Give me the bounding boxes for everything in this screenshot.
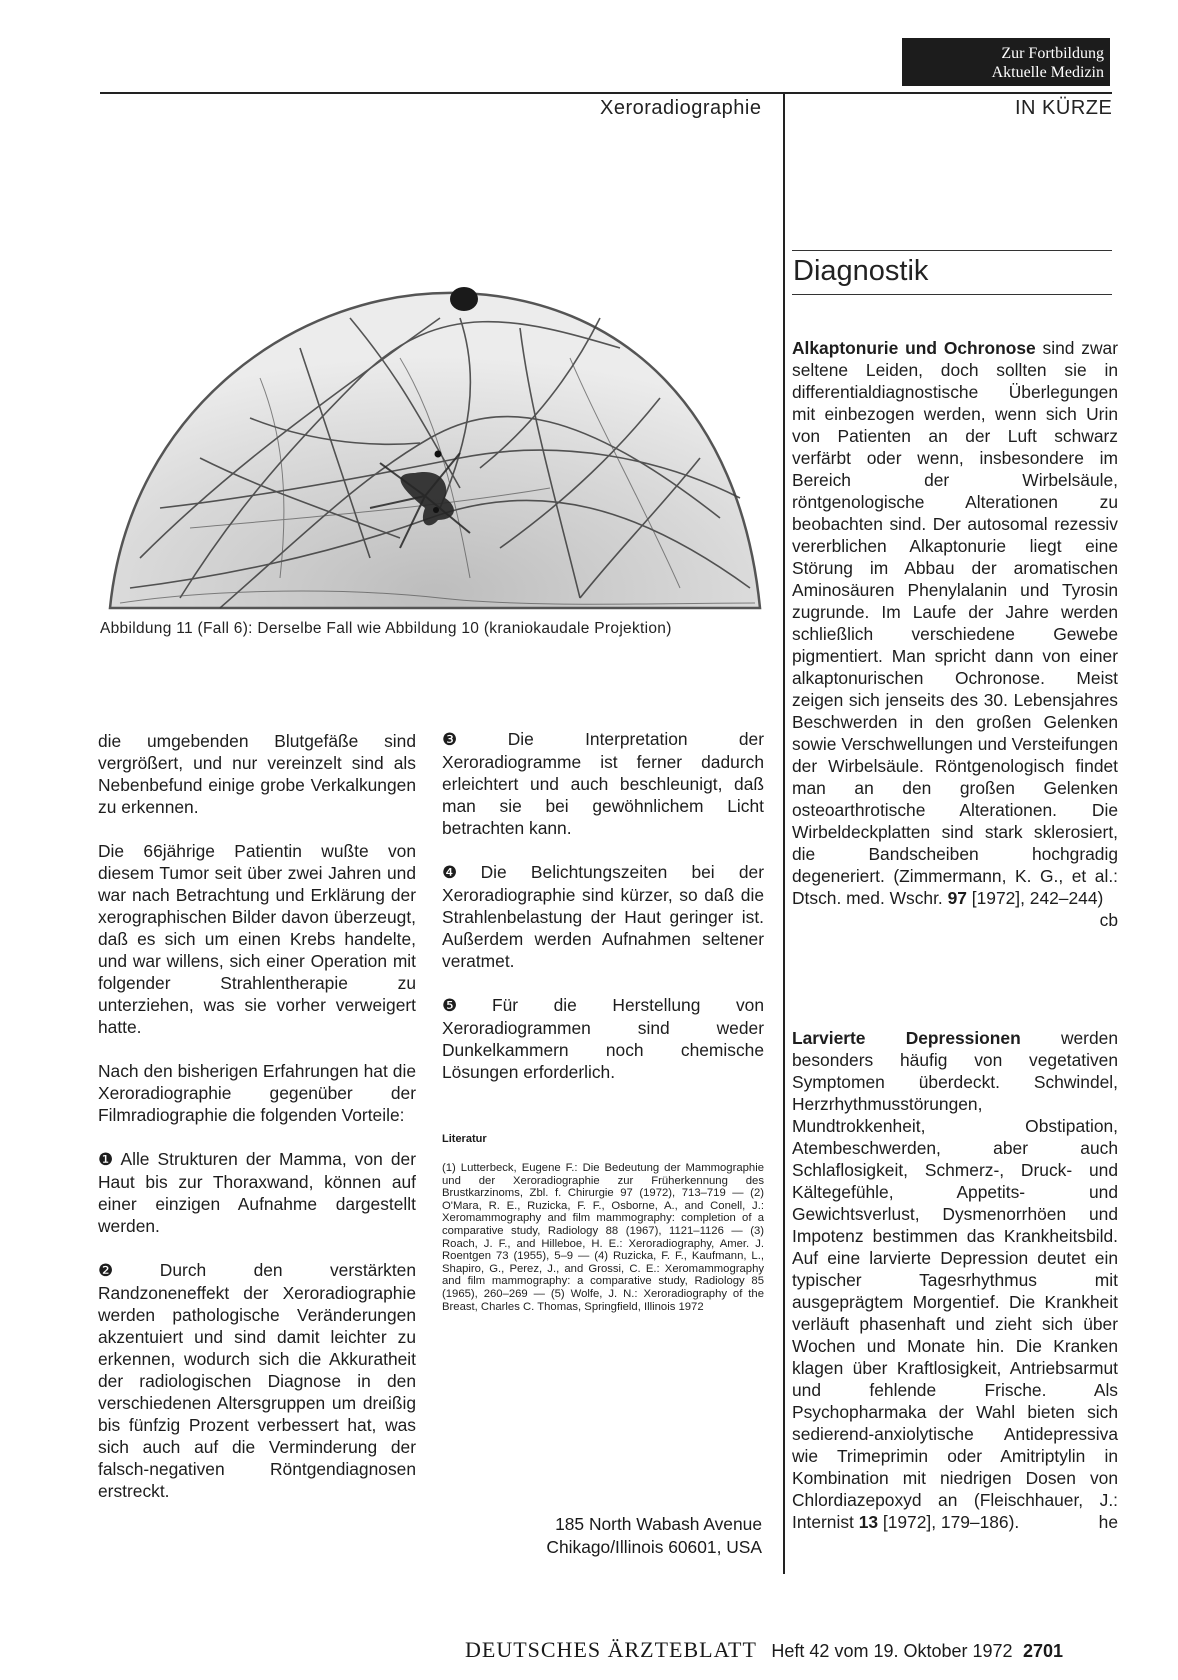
section-badge [902, 38, 1110, 86]
brief-text: sind zwar seltene Leiden, doch sollten sie in differentialdiagnostische Überlegungen mit einbezogen werden, wenn sich Urin von Patienten an der Luft schwarz verfärbt oder wenn, insbesondere im Bereich der Wirbelsäule, röntgenologische Alterationen zu beobachten sind. Der autosomal rezessiv vererblichen Alkaptonurie liegt eine Störung im Abbau der aromatischen Aminosäuren Phenylalanin und Tyrosin zugrunde. Im Laufe der Jahre werden schließlich verschiedene Gewebe pigmentiert. Man spricht dann von einer alkaptonurischen Ochronose. Meist zeigen sich jenseits des 30. Lebensjahres Beschwerden in den großen Gelenken sowie Verschwellungen und Versteifungen der Wirbelsäule. Röntgenologisch findet man an den großen Gelenken osteoarthrotische Alterationen. Die Wirbeldeckplatten sind stark sklerosiert, die Bandscheiben hochgradig degeneriert. (Zimmermann, K. G., et al.: Dtsch. med. Wschr. [792, 338, 1118, 908]
issue-info: Heft 42 vom 19. Oktober 1972 [771, 1641, 1013, 1661]
paragraph: Nach den bisherigen Erfahrungen hat die Xeroradiographie gegenüber der Filmradiographie die folgenden Vorteile: [98, 1061, 416, 1125]
address-line-2: Chikago/Illinois 60601, USA [546, 1537, 762, 1557]
brief-depressionen [792, 1027, 1118, 1533]
literature-heading: Literatur [442, 1133, 487, 1145]
article-column-left [98, 730, 416, 1524]
item-text: Die Interpretation der Xeroradiogramme ist ferner dadurch erleichtert und auch beschleunigt, daß man sie bei gewöhnlichem Licht betrachten kann. [442, 729, 764, 838]
brief-lead: Larvierte Depressionen [792, 1028, 1021, 1048]
journal-name: DEUTSCHES ÄRZTEBLATT [465, 1637, 757, 1662]
number-marker-1: ❶ [98, 1150, 117, 1169]
article-column-middle [442, 728, 764, 1105]
figure-caption: Abbildung 11 (Fall 6): Derselbe Fall wie Abbildung 10 (kraniokaudale Projektion) [100, 620, 672, 637]
advantage-item [442, 728, 764, 839]
item-text: Alle Strukturen der Mamma, von der Haut bis zur Thoraxwand, können auf einer einzigen Aufnahme dargestellt werden. [98, 1149, 416, 1236]
volume-number: 97 [947, 888, 967, 908]
brief-lead: Alkaptonurie und Ochronose [792, 338, 1036, 358]
advantage-item [442, 994, 764, 1083]
badge-line-2: Aktuelle Medizin [991, 64, 1104, 81]
article-title: Xeroradiographie [600, 97, 762, 119]
sidebar-title: IN KÜRZE [1015, 97, 1113, 119]
page-number: 2701 [1023, 1641, 1064, 1661]
paragraph: Die 66jährige Patientin wußte von diesem Tumor seit über zwei Jahren und war nach Betrachtung und Erklärung der xerographischen Bilder davon überzeugt, daß es sich um einen Krebs handelte, und war willens, sich einer Operation mit folgender Strahlentherapie zu unterziehen, was sie vorher verweigert hatte. [98, 841, 416, 1037]
address-line-1: 185 North Wabash Avenue [555, 1514, 762, 1534]
number-marker-2: ❷ [98, 1261, 156, 1280]
number-marker-3: ❸ [442, 730, 504, 749]
diagnostik-heading: Diagnostik [793, 255, 929, 287]
literature-references: (1) Lutterbeck, Eugene F.: Die Bedeutung der Mammographie und der Xeroradiographie zur Früherkennung des Brustkarzinoms, Zbl. f. Chirurgie 97 (1972), 713–719 — (2) O'Mara, R. E., Ruzicka, F. F., Osborne, A., and Conell, J.: Xeromammography and film mammography: completion of a comparative study, Radiology 88 (1967), 1121–1126 — (3) Roach, J. F., and Hilleboe, H. E.: Xeroradiography, Amer. J. Roentgen 73 (1955), 5–9 — (4) Ruzicka, F. F., Kaufmann, L., Shapiro, G., Perez, J., and Grossi, C. E.: Xeromammography and film mammography: a comparative study, Radiology 85 (1965), 260–269 — (5) Wolfe, J. N.: Xeroradiography of the Breast, Charles C. Thomas, Springfield, Illinois 1972 [442, 1162, 764, 1313]
diagnostik-rule-top [792, 250, 1112, 251]
page-footer [465, 1637, 1063, 1663]
number-marker-4: ❹ [442, 863, 477, 882]
author-initials: he [1098, 1512, 1118, 1532]
author-address [500, 1513, 762, 1559]
brief-reference: [1972], 242–244) [966, 888, 1104, 908]
header-rule [100, 92, 1112, 94]
item-text: Durch den verstärkten Randzoneneffekt der Xeroradiographie werden pathologische Veränderungen akzentuiert und sind damit leichter zu erkennen, wodurch sich die Akkuratheit der radiologischen Diagnose in den verschiedenen Altersgruppen um dreißig bis fünfzig Prozent verbessert hat, was sich auch auf die Verminderung der falsch-negativen Röntgendiagnosen erstreckt. [98, 1260, 416, 1501]
advantage-item [98, 1148, 416, 1237]
advantage-item [442, 861, 764, 972]
item-text: Die Belichtungszeiten bei der Xeroradiographie sind kürzer, so daß die Strahlenbelastung der Haut geringer ist. Außerdem werden Aufnahmen seltener veratmet. [442, 862, 764, 971]
paragraph: die umgebenden Blutgefäße sind vergrößert, und nur vereinzelt sind als Nebenbefund einige grobe Verkalkungen zu erkennen. [98, 731, 416, 817]
advantage-item [98, 1259, 416, 1502]
number-marker-5: ❺ [442, 996, 488, 1015]
author-initials: cb [1099, 910, 1118, 930]
brief-alkaptonurie [792, 337, 1118, 931]
brief-text: werden besonders häufig von vegetativen Symptomen überdeckt. Schwindel, Herzrhythmusstörungen, Mundtrokkenheit, Obstipation, Atembeschwerden, aber auch Schlaflosigkeit, Schmerz-, Druck- und Kältegefühle, Appetits- und Gewichtsverlust, Dysmenorrhöen und Impotenz bestimmen das Krankheitsbild. Auf eine larvierte Depression deutet ein typischer Tagesrhythmus mit ausgeprägtem Morgentief. Die Krankheit verläuft phasenhaft und zieht sich über Wochen und Monate hin. Die Kranken klagen über Kraftlosigkeit, Antriebsarmut und fehlende Frische. Als Psychopharmaka der Wahl bieten sich sedierend-anxiolytische Antidepressiva wie Trimeprimin oder Amitriptylin in Kombination mit niedrigen Dosen von Chlordiazepoxyd an (Fleischhauer, J.: Internist [792, 1028, 1118, 1532]
brief-reference: [1972], 179–186). [878, 1512, 1020, 1532]
column-divider [783, 94, 785, 1574]
diagnostik-rule-bottom [792, 294, 1112, 295]
volume-number: 13 [858, 1512, 879, 1532]
item-text: Für die Herstellung von Xeroradiogrammen sind weder Dunkelkammern noch chemische Lösungen erforderlich. [442, 995, 764, 1082]
badge-line-1: Zur Fortbildung [1001, 45, 1104, 62]
xeroradiograph-image [100, 258, 770, 620]
